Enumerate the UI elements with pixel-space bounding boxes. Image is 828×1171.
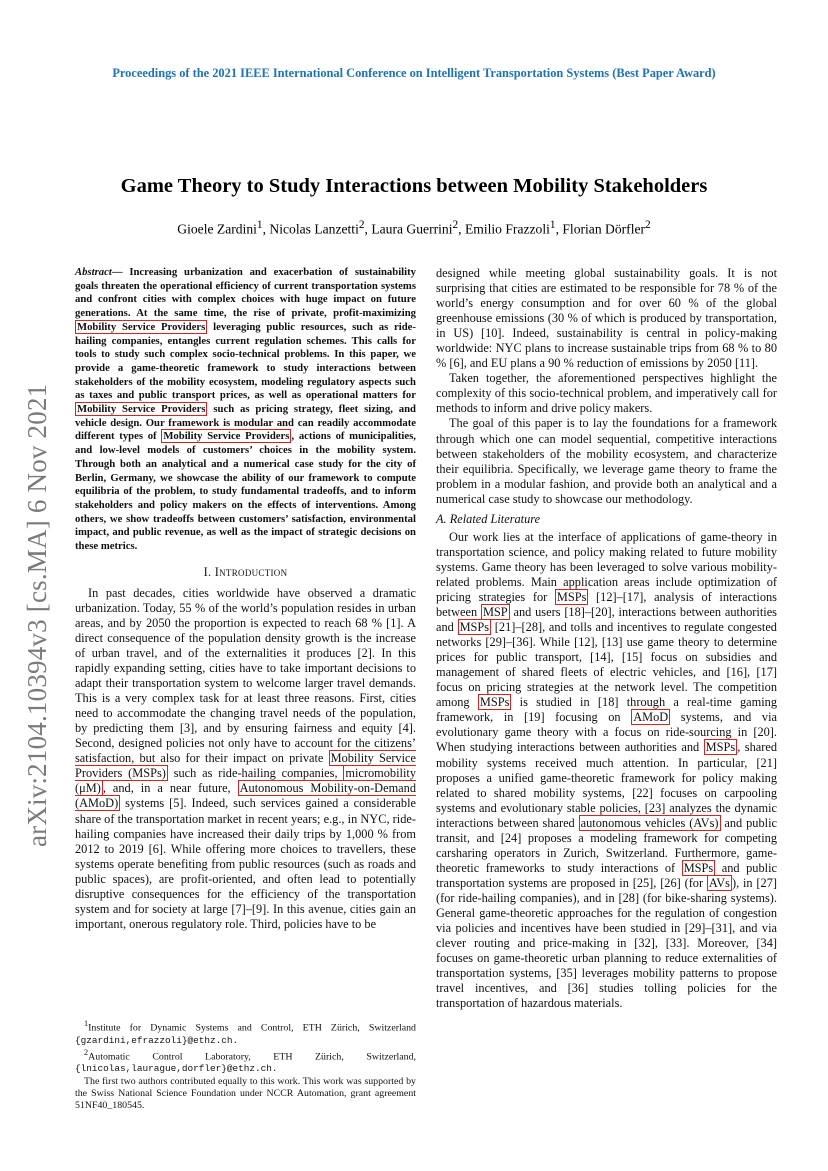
author-list: Gioele Zardini$^1$, Nicolas Lanzetti$^2$, Laura Guerrini$^2$, Emilio Frazzoli$^1$, Florian Dörfler$^2$ <box>177 219 651 237</box>
section-heading-introduction: I. Introduction <box>203 564 288 579</box>
affiliation-mark: 1 <box>549 219 556 231</box>
affiliation-mark: 2 <box>452 219 459 231</box>
affiliation-mark: 2 <box>358 219 365 231</box>
left-column <box>75 266 416 932</box>
subsection-heading: A. Related Literature <box>436 511 541 526</box>
acronym-link[interactable]: MSPs <box>705 740 736 755</box>
affiliation-mark: 1 <box>256 219 263 231</box>
acronym-link[interactable]: MSPs <box>459 620 490 635</box>
acronym-link[interactable]: AMoD <box>633 710 669 725</box>
acronym-link[interactable]: Mobility Service Providers <box>77 320 206 333</box>
footnote-2: $^2$Automatic Control Laboratory, ETH Zürich, Switzerland, {lnicolas,laurague,dorfler}@ethz.ch. <box>75 1047 416 1075</box>
acronym-link[interactable]: AVs <box>708 875 730 890</box>
intro-paragraph: In past decades, cities worldwide have observed a dramatic urbanization. Today, 55 % of the world’s population resides in urban areas, and by 2050 the proportion is expected to reach 68 % [1]. A direct consequence of the population density growth is the increase of urban travel, and of the externalities it produces [2]. In this rapidly expanding setting, cities have to take important decisions to adapt their transportation system to welcome larger travel demands. This is a very complex task for at least three reasons. First, cities need to accommodate the changing travel needs of the population, by predicting them [3], and by ensuring fairness and equity [4]. Second, designed policies not only have to account for the citizens’ satisfaction, but also for their impact on private Mobility Service Providers (MSPs) such as ride-hailing companies, micromobility (μM) , and, in a near future, Autonomous Mobility-on-Demand (AMoD) systems [5]. Indeed, such services gained a considerable share of the transportation market in recent years; e.g., in NYC, ride-hailing companies have increased their daily trips by 1,000 % from 2012 to 2019 [6]. While offering more choices to travellers, these systems operate benefiting from public resources (such as roads and public spaces), are profit-oriented, and often lead to potentially disruptive consequences for the efficiency of the transportation system and for society at large [7]–[9]. In this avenue, cities gain an important, onerous regulatory role. Third, policies have to be <box>75 585 416 931</box>
paragraph: Taken together, the aforementioned perspectives highlight the complexity of this socio-technical problem, and imperatively call for methods to inform and drive policy makers. <box>436 371 777 416</box>
acronym-link[interactable]: Mobility Service Providers <box>77 403 206 416</box>
author-name: Emilio Frazzoli <box>464 221 550 237</box>
author-name: Gioele Zardini <box>177 221 257 237</box>
footnote-1: $^1$Institute for Dynamic Systems and Control, ETH Zürich, Switzerland {gzardini,efrazzoli}@ethz.ch. <box>75 1019 416 1046</box>
paragraph: The goal of this paper is to lay the foundations for a framework through which one can model sequential, competitive interactions between stakeholders of the mobility ecosystem, and characterize their equilibria. Specifically, we leverage game theory to frame the problem in a modular fashion, and provide both an analytical and a numerical case study to showcase our methodology. <box>436 416 777 506</box>
author-name: Florian Dörfler <box>562 221 646 237</box>
acronym-link[interactable]: Autonomous Mobility-on-Demand (AMoD) <box>75 781 416 811</box>
abstract-label: Abstract <box>75 266 112 278</box>
acronym-link[interactable]: autonomous vehicles (AVs) <box>580 815 719 830</box>
acronym-link[interactable]: Mobility Service Providers (MSPs) <box>75 751 416 781</box>
right-column <box>436 266 777 1011</box>
abstract: Abstract— Increasing urbanization and exacerbation of sustainability goals threaten the operational efficiency of current transportation systems and confront cities with complex choices with huge impact on future generations. At the same time, the rise of private, profit-maximizing Mobility Service Providers leveraging public resources, such as ride-hailing companies, entangles current regulation schemes. This calls for tools to study such complex socio-technical problems. In this paper, we provide a game-theoretic framework to study interactions between stakeholders of the mobility ecosystem, modeling regulatory aspects such as taxes and public transport prices, as well as operational matters for Mobility Service Providers such as pricing strategy, fleet sizing, and vehicle design. Our framework is modular and can readily accommodate different types of Mobility Service Providers , actions of municipalities, and low-level models of customers’ choices in the mobility system. Through both an analytical and a numerical case study for the city of Berlin, Germany, we showcase the ability of our framework to compute equilibria of the problem, to study fundamental tradeoffs, and to inform stakeholders and policy makers on the effects of interventions. Among others, we show tradeoffs between customers’ satisfaction, environmental impact, and public revenue, as well as the impact of strategic decisions on these metrics. <box>75 266 417 553</box>
paragraph-continued: designed while meeting global sustainability goals. It is not surprising that cities are estimated to be responsible for 78 % of the world’s energy consumption and for over 60 % of the global greenhouse emissions (30 % of which is produced by transportation, in US) [10]. Indeed, sustainability is central in policy-making worldwide: NYC plans to increase sustainable trips from 68 % to 80 % [6], and EU plans a 90 % reduction of emissions by 2050 [11]. <box>436 266 777 371</box>
acronym-link[interactable]: Mobility Service Providers <box>163 430 290 443</box>
acronym-link[interactable]: micromobility (μM) <box>75 766 416 796</box>
venue-header: Proceedings of the 2021 IEEE International Conference on Intelligent Transportation Systems (Best Paper Award) <box>112 66 716 80</box>
arxiv-stamp: arXiv:2104.10394v3 [cs.MA] 6 Nov 2021 <box>22 383 52 847</box>
acronym-link[interactable]: MSPs <box>683 860 714 875</box>
abstract-body: Increasing urbanization and exacerbation of sustainability goals threaten the operational efficiency of current transportation systems and confront cities with complex choices with huge impact on future generations. At the same time, the rise of private, profit-maximizing Mobility Service Providers leveraging public resources, such as ride-hailing companies, entangles current regulation schemes. This calls for tools to study such complex socio-technical problems. In this paper, we provide a game-theoretic framework to study interactions between stakeholders of the mobility ecosystem, modeling regulatory aspects such as taxes and public transport prices, as well as operational matters for Mobility Service Providers such as pricing strategy, fleet sizing, and vehicle design. Our framework is modular and can readily accommodate different types of Mobility Service Providers , actions of municipalities, and low-level models of customers’ choices in the mobility system. Through both an analytical and a numerical case study for the city of Berlin, Germany, we showcase the ability of our framework to compute equilibria of the problem, to study fundamental tradeoffs, and to inform stakeholders and policy makers on the effects of interventions. Among others, we show tradeoffs between customers’ satisfaction, environmental impact, and public revenue, as well as the impact of strategic decisions on these metrics. <box>75 266 417 553</box>
related-literature-paragraph: Our work lies at the interface of applications of game-theory in transportation science, and policy making related to future mobility systems. Game theory has been leveraged to solve various mobility-related problems. Main application areas include optimization of pricing strategies for MSPs [12]–[17], analysis of interactions between MSP and users [18]–[20], interactions between authorities and MSPs [21]–[28], and tolls and incentives to regulate congested networks [29]–[36]. While [12], [13] use game theory to determine prices for public transport, [14], [15] focus on subsidies and management of shared fleets of electric vehicles, and [16], [17] focus on pricing strategies at the network level. The competition among MSPs is studied in [18] through a real-time gaming framework, in [19] focusing on AMoD systems, and via evolutionary game theory with a focus on ride-sourcing in [20]. When studying interactions between authorities and MSPs , shared mobility systems received much attention. In particular, [21] proposes a unified game-theoretic framework for policy making related to shared mobility systems, [22] focuses on carpooling systems and evolutionary stable policies, [23] analyzes the dynamic interactions between shared autonomous vehicles (AVs) and public transit, and [24] proposes a modeling framework for competing carsharing operators in Zurich, Switzerland. Furthermore, game-theoretic frameworks to study interactions of MSPs and public transportation systems are proposed in [25], [26] (for AVs ), in [27] (for ride-hailing companies), and in [28] (for bike-sharing systems). General game-theoretic approaches for the regulation of congestion via policies and incentives have been studied in [29]–[31], and via clever routing and price-making in [32], [33]. Moreover, [34] focuses on game-theoretic urban planning to reduce externalities of transportation systems, [35] leverages mobility patterns to propose travel incentives, and [36] studies tolling policies for the transportation of hazardous materials. <box>436 529 778 1011</box>
paper-title: Game Theory to Study Interactions between Mobility Stakeholders <box>120 175 708 197</box>
footnotes <box>75 1018 416 1113</box>
author-name: Laura Guerrini <box>371 221 453 237</box>
footnote-3: The first two authors contributed equally to this work. This work was supported by the Swiss National Science Foundation under NCCR Automation, grant agreement 51NF40_180545. <box>75 1075 416 1112</box>
affiliation-mark: 2 <box>645 219 651 231</box>
acronym-link[interactable]: MSP <box>482 605 508 620</box>
acronym-link[interactable]: MSPs <box>556 589 587 604</box>
author-name: Nicolas Lanzetti <box>269 221 359 237</box>
acronym-link[interactable]: MSPs <box>479 695 510 710</box>
